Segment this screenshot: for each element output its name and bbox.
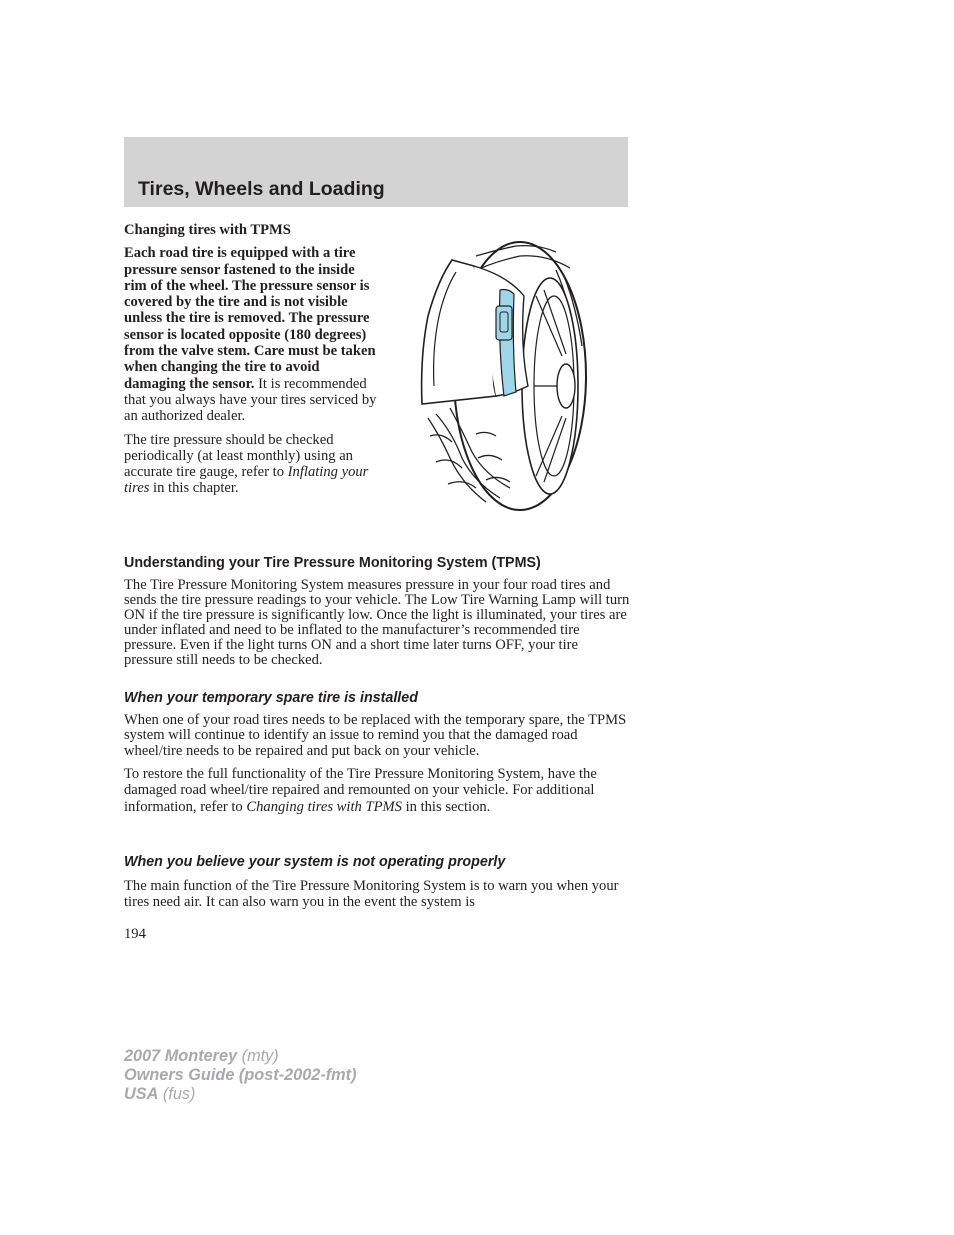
- footer-market-line: [124, 1085, 357, 1104]
- section-heading-changing-tires: Changing tires with TPMS: [124, 222, 291, 238]
- page-title: Tires, Wheels and Loading: [138, 178, 385, 200]
- restore-functionality-suffix: in this section.: [401, 798, 491, 815]
- section-heading-understanding-tpms: Understanding your Tire Pressure Monitoring System (TPMS): [124, 555, 541, 571]
- section-heading-not-operating: When you believe your system is not operating properly: [124, 854, 506, 870]
- not-operating-paragraph: The main function of the Tire Pressure Monitoring System is to warn you when your tires need air. It can also warn you in the event the system is: [124, 878, 619, 910]
- tpms-intro-column: [124, 222, 380, 497]
- pressure-check-suffix: in this chapter.: [149, 480, 239, 497]
- temporary-spare-body: [124, 713, 630, 815]
- footer-guide-line: Owners Guide (post-2002-fmt): [124, 1066, 357, 1084]
- sensor-warning-normal: It is recommended that you always have your tires serviced by an authorized dealer.: [124, 375, 377, 425]
- footer-model-code: (mty): [237, 1047, 279, 1065]
- footer-model-line: [124, 1047, 357, 1066]
- changing-tires-reference: Changing tires with TPMS: [246, 798, 402, 815]
- understanding-tpms-paragraph: The Tire Pressure Monitoring System measures pressure in your four road tires and sends the tire pressure readings to your vehicle. The Low Tire Warning Lamp will turn ON if the tire pressure is significantly low. Once the light is illuminated, your tires are under inflated and need to be inflated to the manufacturer’s recommended tire pressure. Even if the light turns ON and a short time later turns OFF, your tire pressure still needs to be checked.: [124, 577, 630, 669]
- header-band: [124, 137, 628, 207]
- sensor-warning-bold: Each road tire is equipped with a tire pressure sensor fastened to the inside rim of the wheel. The pressure sensor is covered by the tire and is not visible unless the tire is removed. The pressure sensor is located opposite (180 degrees) from the valve stem. Care must be taken when changing the tire to avoid damaging the sensor.: [124, 245, 376, 392]
- footer-model: 2007 Monterey: [124, 1047, 238, 1065]
- temporary-spare-paragraph-2: [124, 766, 630, 815]
- footer-market: USA: [124, 1085, 159, 1103]
- footer-market-code: (fus): [158, 1085, 196, 1103]
- tire-pressure-sensor-icon: [416, 236, 592, 516]
- pressure-check-text: The tire pressure should be checked periodically (at least monthly) using an accurate tire gauge, refer to: [124, 431, 353, 481]
- restore-functionality-text: To restore the full functionality of the Tire Pressure Monitoring System, have the damaged road wheel/tire repaired and remounted on your vehicle. For additional information, refer to: [124, 765, 597, 815]
- section-heading-temporary-spare: When your temporary spare tire is installed: [124, 690, 418, 706]
- temporary-spare-paragraph-1: When one of your road tires needs to be replaced with the temporary spare, the TPMS system will continue to identify an issue to remind you that the damaged road wheel/tire needs to be repaired and put back on your vehicle.: [124, 712, 627, 759]
- document-footer: [124, 1047, 357, 1104]
- not-operating-body: [124, 878, 630, 910]
- inflating-tires-reference: Inflating your tires: [124, 464, 369, 497]
- sensor-warning-paragraph: [124, 245, 380, 424]
- understanding-tpms-body: [124, 578, 630, 669]
- pressure-check-paragraph: [124, 432, 380, 497]
- page-number: 194: [124, 926, 146, 942]
